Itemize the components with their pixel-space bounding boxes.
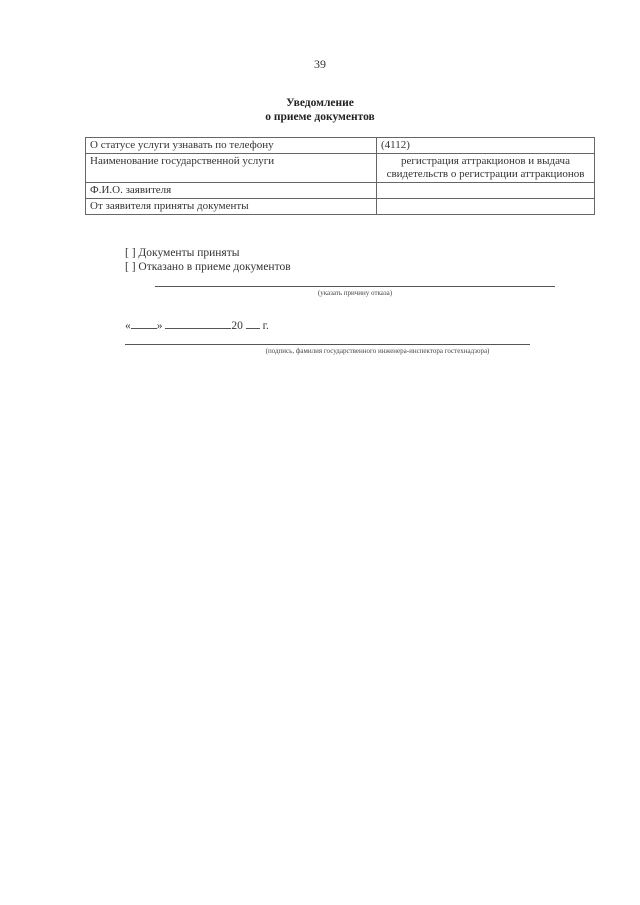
applicant-name-label: Ф.И.О. заявителя [86,183,377,199]
year-prefix: 20 [231,320,243,332]
phone-value: (4112) [377,138,595,154]
phone-label: О статусе услуги узнавать по телефону [86,138,377,154]
checkbox-mark[interactable]: [ ] [125,247,136,259]
table-row [86,183,595,199]
month-blank[interactable] [165,318,231,329]
year-suffix: г. [262,320,269,332]
signature-line[interactable] [125,344,530,345]
service-name-label: Наименование государственной услуги [86,154,377,183]
document-title [0,96,640,124]
refusal-reason-line[interactable] [155,286,555,287]
notice-table [85,137,595,215]
quote-open: « [125,320,131,332]
table-row [86,154,595,183]
title-line-2: о приеме документов [265,111,375,123]
documents-received-value [377,199,595,215]
year-blank[interactable] [246,318,260,329]
table-row [86,138,595,154]
applicant-name-value [377,183,595,199]
date-field [125,318,269,332]
quote-close: » [156,320,163,332]
checkbox-mark[interactable]: [ ] [125,261,136,273]
day-blank[interactable] [131,318,157,329]
table-row [86,199,595,215]
title-line-1: Уведомление [286,97,354,109]
status-options [125,246,291,274]
service-name-value: регистрация аттракционов и выдача свидетельств о регистрации аттракционов [377,154,595,183]
option-label: Отказано в приеме документов [138,261,291,273]
option-label: Документы приняты [138,247,240,259]
signature-caption: (подпись, фамилия государственного инженера-инспектора гостехнадзора) [265,347,490,355]
refusal-reason-caption: (указать причину отказа) [317,289,393,297]
option-accepted[interactable] [125,246,291,260]
documents-received-label: От заявителя приняты документы [86,199,377,215]
option-refused[interactable] [125,260,291,274]
page-number: 39 [314,57,326,71]
